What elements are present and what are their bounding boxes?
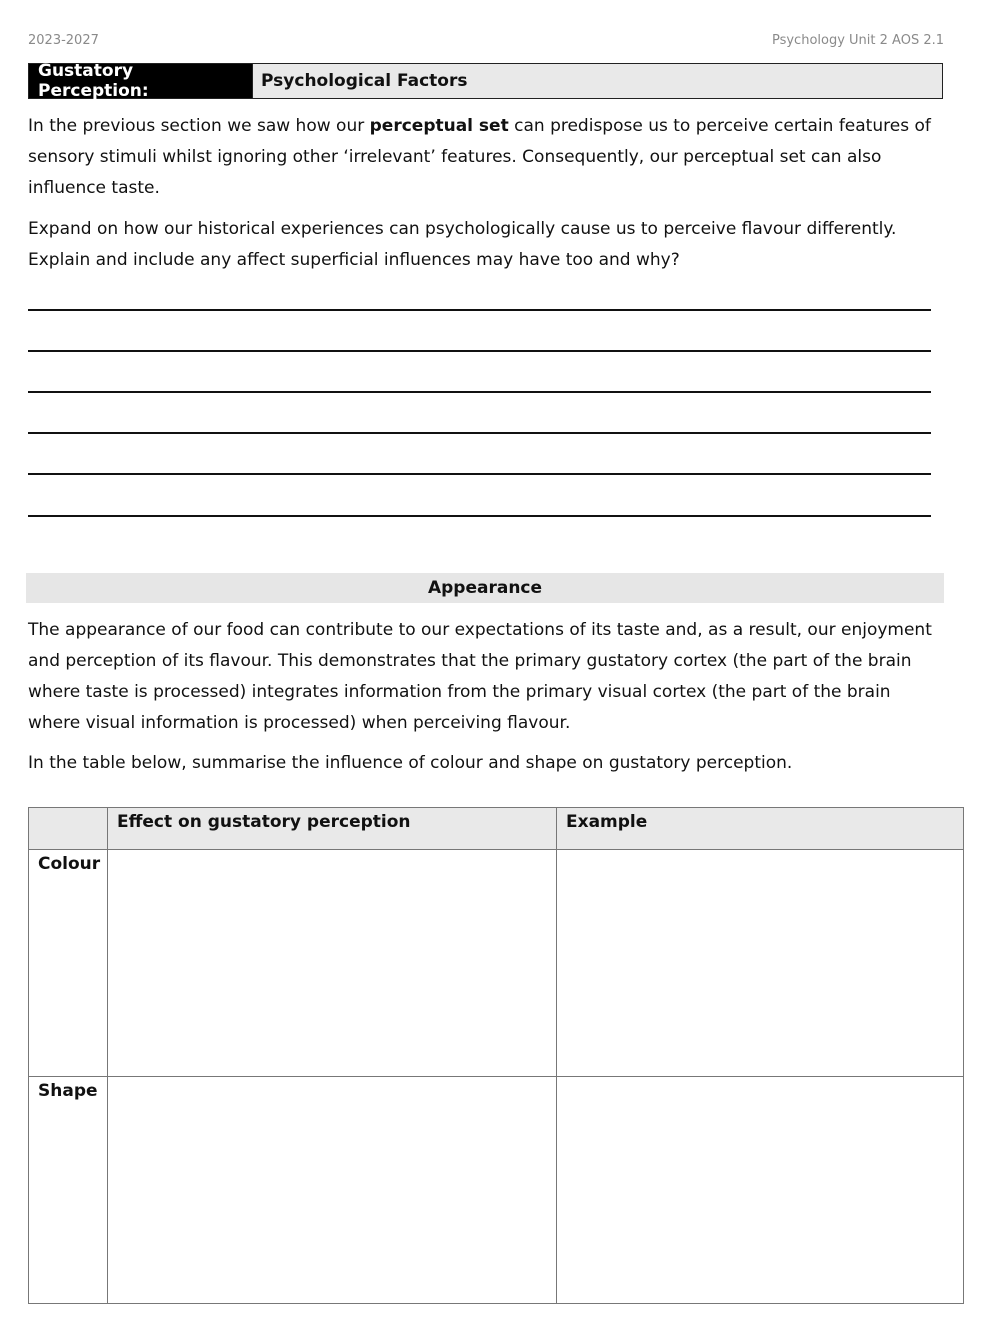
colour-effect-cell[interactable] — [108, 850, 557, 1077]
table-header-blank — [29, 808, 108, 850]
summary-table — [28, 807, 964, 1304]
appearance-heading: Appearance — [26, 573, 944, 603]
header-year-range: 2023-2027 — [28, 33, 99, 48]
table-instruction: In the table below, summarise the influence of colour and shape on gustatory perception. — [28, 753, 793, 773]
answer-line[interactable] — [28, 391, 931, 393]
topic-label: Gustatory Perception: — [29, 64, 252, 98]
row-label-colour: Colour — [29, 850, 108, 1077]
title-bar — [28, 63, 943, 99]
colour-example-cell[interactable] — [557, 850, 964, 1077]
answer-line[interactable] — [28, 350, 931, 352]
subtopic-label: Psychological Factors — [252, 64, 942, 98]
appearance-paragraph: The appearance of our food can contribute to our expectations of its taste and, as a result, our enjoyment and perception of its flavour. This demonstrates that the primary gustatory cortex (the part of the brain where taste is processed) integrates information from the primary visual cortex (the part of the brain where visual information is processed) when perceiving flavour. — [28, 620, 932, 733]
answer-line[interactable] — [28, 473, 931, 475]
header-course-code: Psychology Unit 2 AOS 2.1 — [771, 33, 944, 48]
intro-text-start: In the previous section we saw how our — [28, 116, 370, 136]
shape-example-cell[interactable] — [557, 1077, 964, 1304]
row-label-shape: Shape — [29, 1077, 108, 1304]
table-row — [29, 850, 964, 1077]
answer-line[interactable] — [28, 515, 931, 517]
answer-line[interactable] — [28, 432, 931, 434]
intro-bold-term: perceptual set — [369, 116, 509, 136]
intro-paragraph — [28, 111, 948, 204]
shape-effect-cell[interactable] — [108, 1077, 557, 1304]
table-header-row — [29, 808, 964, 850]
question-paragraph: Expand on how our historical experiences can psychologically cause us to perceive flavour differently. Explain and include any affect superficial influences may have too and why? — [28, 219, 897, 270]
table-header-effect: Effect on gustatory perception — [108, 808, 557, 850]
table-row — [29, 1077, 964, 1304]
table-header-example: Example — [557, 808, 964, 850]
answer-line[interactable] — [28, 309, 931, 311]
intro-text-end: can predispose us to perceive certain features of sensory stimuli whilst ignoring other ‘irrelevant’ features. Consequently, our perceptual set can also influence taste. — [28, 116, 931, 198]
